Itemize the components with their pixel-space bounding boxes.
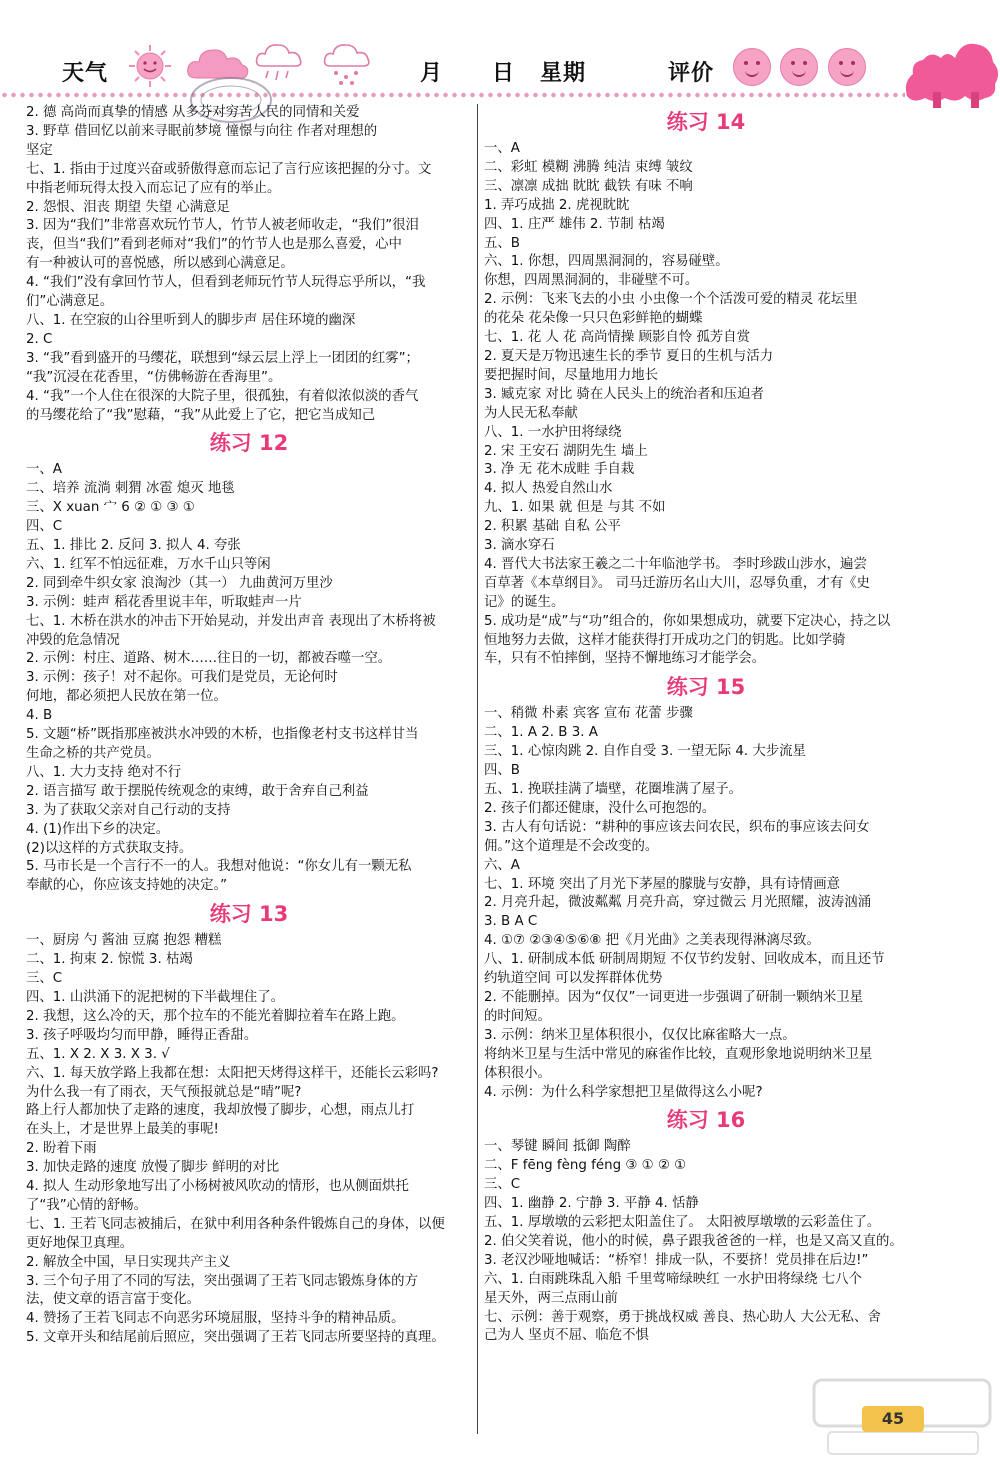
smiley-face-icon: [733, 48, 771, 86]
answer-line: 4. B: [26, 708, 53, 724]
answer-line: 一、厨房 勺 酱油 豆腐 抱怨 糟糕: [26, 933, 222, 949]
section-title: 练习 14: [666, 110, 746, 134]
answer-line: 4. 拟人 生动形象地写出了小杨树被风吹动的情形，也从侧面烘托: [26, 1179, 409, 1195]
weekday-label: 星期: [540, 61, 587, 86]
answer-line: 们”心满意足。: [26, 294, 114, 310]
section-title: 练习 15: [666, 675, 746, 700]
answer-line: 二、培养 流淌 刺猬 冰雹 熄灭 地毯: [26, 481, 235, 497]
answer-line: 八、1. 一水护田将绿绕: [484, 424, 622, 440]
section-title: 练习 13: [209, 902, 289, 927]
answer-line: 七、1. 环境 突出了月光下茅屋的朦胧与安静，具有诗情画意: [484, 876, 841, 892]
answer-line: 了“我”心情的舒畅。: [26, 1197, 147, 1213]
answer-line: 4. “我们”没有拿回竹节人，但看到老师玩竹节人玩得忘乎所以，“我: [26, 275, 426, 291]
answer-line: 3. 三个句子用了不同的写法，突出强调了王若飞同志锻炼身体的方: [26, 1273, 418, 1289]
answer-line: 八、1. 研制成本低 研制周期短 不仅节约发射、回收成本，而且还节: [484, 952, 885, 968]
answer-line: 二、1. A 2. B 3. A: [484, 725, 598, 741]
answer-line: 5. 成功是“成”与“功”组合的，你如果想成功，就要下定决心，持之以: [484, 613, 891, 629]
weather-label: 天气: [62, 61, 109, 86]
answer-line: 车，只有不怕摔倒，坚持不懈地练习才能学会。: [484, 651, 766, 667]
answer-line: 3. 滴水穿石: [484, 538, 555, 554]
answer-line: 在头上，才是世界上最美的事呢!: [26, 1122, 219, 1138]
answer-line: 四、1. 山洪涌下的泥把树的下半截埋住了。: [26, 989, 285, 1005]
answer-line: 三、X xuan 宀 6 ② ① ③ ①: [26, 500, 195, 516]
answer-line: 四、1. 庄严 雄伟 2. 节制 枯竭: [484, 216, 665, 232]
answer-line: 3. B A C: [484, 914, 538, 930]
section-title: 练习 16: [666, 1108, 746, 1133]
answer-line: 4. 拟人 热爱自然山水: [484, 481, 613, 497]
answer-line: 2. 盼着下雨: [26, 1141, 97, 1157]
answer-line: 2. 示例：飞来飞去的小虫 小虫像一个个活泼可爱的精灵 花坛里: [484, 292, 858, 308]
answer-line: 三、1. 心惊肉跳 2. 自作自受 3. 一望无际 4. 大步流星: [484, 744, 806, 760]
answer-line: 4. 晋代大书法家王羲之二十年临池学书。 李时珍跋山涉水，遍尝: [484, 556, 867, 572]
answer-line: 2. 月亮升起，微波粼粼 月亮升高，穿过微云 月光照耀，波涛汹涌: [484, 895, 872, 911]
answer-line: 佣。”这个道理是不会改变的。: [484, 838, 659, 854]
answer-line: 五、B: [484, 235, 520, 251]
answer-line: 2. 德 高尚而真挚的情感 从多芬对穷苦人民的同情和关爱: [26, 105, 360, 120]
answer-line: 六、A: [484, 857, 520, 873]
smiley-face-icon: [780, 48, 818, 86]
answer-line: 五、1. 厚墩墩的云彩把太阳盖住了。 太阳被厚墩墩的云彩盖住了。: [484, 1215, 881, 1231]
answer-line: 3. 加快走路的速度 放慢了脚步 鲜明的对比: [26, 1160, 280, 1176]
answer-line: 体积很小。: [484, 1065, 551, 1081]
answer-line: 何地，都必须把人民放在第一位。: [26, 689, 227, 705]
answer-line: 2. 积累 基础 自私 公平: [484, 519, 621, 535]
answer-line: 冲毁的危急情况: [26, 632, 120, 648]
answer-line: 奉献的心，你应该支持她的决定。”: [26, 878, 228, 894]
answer-line: 六、1. 你想，四周黑洞洞的，容易碰壁。: [484, 254, 729, 270]
answer-line: 5. 文章开头和结尾前后照应，突出强调了王若飞同志所要坚持的真理。: [26, 1330, 445, 1346]
answer-line: 4. “我”一个人住在很深的大院子里，很孤独，有着似浓似淡的香气: [26, 388, 419, 404]
answer-line: 3. 野草 借回忆以前来寻眠前梦境 憧憬与向往 作者对理想的: [26, 123, 378, 139]
answer-line: 二、F fēng fèng féng ③ ① ② ①: [484, 1158, 687, 1174]
answer-line: 5. 文题“桥”既指那座被洪水冲毁的木桥，也指像老村支书这样甘当: [26, 727, 419, 743]
answer-line: 七、示例：善于观察，勇于挑战权威 善良、热心助人 大公无私、舍: [484, 1309, 881, 1325]
answer-line: 四、C: [26, 519, 63, 535]
answer-line: 丧，但当“我们”看到老师对“我们”的竹节人也是那么喜爱，心中: [26, 237, 402, 253]
answer-line: 己为人 坚贞不屈、临危不惧: [484, 1328, 649, 1344]
answer-line: 七、1. 指由于过度兴奋或骄傲得意而忘记了言行应该把握的分寸。文: [26, 161, 432, 177]
answer-line: 3. 示例：纳米卫星体积很小，仅仅比麻雀略大一点。: [484, 1027, 796, 1043]
sun-face-icon: [128, 44, 172, 88]
answer-line: 六、1. 白雨跳珠乱入船 千里莺啼绿映红 一水护田将绿绕 七八个: [484, 1271, 862, 1287]
answer-line: 2. 伯父笑着说，他小的时候，鼻子跟我爸爸的一样，也是又高又直的。: [484, 1233, 903, 1249]
answer-line: 要把握时间，尽量地用力地长: [484, 367, 659, 383]
answer-line: 更好地保卫真理。: [26, 1235, 134, 1251]
answer-line: 六、1. 每天放学路上我都在想：太阳把天烤得这样干，还能长云彩吗?: [26, 1065, 439, 1081]
answer-line: 的花朵 花朵像一只只色彩鲜艳的蝴蝶: [484, 311, 703, 327]
answer-line: 4. 赞扬了王若飞同志不向恶劣环境屈服，坚持斗争的精神品质。: [26, 1311, 405, 1327]
answer-line: 三、凛凛 成拙 眈眈 截铁 有味 不响: [484, 178, 693, 194]
column-divider: [477, 104, 478, 1434]
answer-line: 四、B: [484, 763, 520, 779]
answer-line: 3. 净 无 花木成畦 手自栽: [484, 462, 635, 478]
answer-line: 4. (1)作出下乡的决定。: [26, 821, 170, 837]
answer-line: 4. 示例：为什么科学家想把卫星做得这么小呢?: [484, 1084, 763, 1100]
rating-label: 评价: [668, 61, 715, 86]
answer-line: 约轨道空间 可以发挥群体优势: [484, 971, 663, 987]
answer-line: 星天外，两三点雨山前: [484, 1290, 618, 1306]
answer-line: 2. 宋 王安石 湖阴先生 墙上: [484, 443, 648, 459]
answer-line: 百草著《本草纲目》。 司马迁游历名山大川，忍辱负重，才有《史: [484, 575, 870, 591]
page-number: 45: [862, 1406, 924, 1432]
answer-line: 3. 臧克家 对比 骑在人民头上的统治者和压迫者: [484, 386, 764, 402]
answer-line: 七、1. 王若飞同志被捕后，在狱中利用各种条件锻炼自己的身体，以便: [26, 1216, 445, 1232]
answer-line: 2. 解放全中国，早日实现共产主义: [26, 1254, 231, 1270]
answer-line: 你想，四周黑洞洞的，非碰壁不可。: [484, 273, 699, 289]
answer-line: 3. 老汉沙哑地喊话：“桥窄！排成一队，不要挤！党员排在后边!”: [484, 1252, 869, 1268]
answer-line: 3. 孩子呼吸均匀而甲静，睡得正香甜。: [26, 1027, 258, 1043]
day-label: 日: [492, 61, 516, 86]
answer-line: 3. “我”看到盛开的马缨花，联想到“绿云层上浮上一团团的红雾”；: [26, 350, 419, 366]
answer-line: 的时间短。: [484, 1008, 551, 1024]
answer-line: 记》的诞生。: [484, 594, 565, 610]
answer-line: 七、1. 花 人 花 高尚情操 顾影自怜 孤芳自赏: [484, 330, 750, 346]
answer-line: 七、1. 木桥在洪水的冲击下开始晃动，并发出声音 表现出了木桥将被: [26, 613, 436, 629]
answer-line: 八、1. 在空寂的山谷里听到人的脚步声 居住环境的幽深: [26, 312, 356, 328]
answer-line: 5. 马市长是一个言行不一的人。我想对他说：“你女儿有一颗无私: [26, 859, 412, 875]
answer-line: 五、1. 排比 2. 反问 3. 拟人 4. 夸张: [26, 538, 241, 554]
answer-column-right: [484, 104, 928, 1346]
answer-line: 2. 孩子们都还健康，没什么可抱怨的。: [484, 800, 716, 816]
answer-line: 4. ①⑦ ②③④⑤⑥⑧ 把《月光曲》之美表现得淋漓尽致。: [484, 933, 820, 949]
answer-line: 2. 不能删掉。因为“仅仅”一词更进一步强调了研制一颗纳米卫星: [484, 989, 864, 1005]
answer-line: 五、1. 挽联挂满了墙壁，花圈堆满了屋子。: [484, 782, 743, 797]
answer-line: 六、1. 红军不怕远征难，万水千山只等闲: [26, 556, 271, 572]
answer-line: (2)以这样的方式获取支持。: [26, 840, 193, 856]
answer-line: 3. 示例：蛙声 稻花香里说丰年，听取蛙声一片: [26, 594, 302, 610]
answer-line: 恒地努力去做，这样才能获得打开成功之门的钥匙。比如学骑: [484, 632, 846, 648]
snow-cloud-icon: [322, 40, 372, 90]
answer-line: 2. 语言描写 敢于摆脱传统观念的束缚，敢于舍弃自己利益: [26, 783, 369, 799]
page-header: [0, 0, 1000, 100]
answer-line: 为人民无私奉献: [484, 405, 578, 421]
month-label: 月: [420, 61, 444, 86]
answer-line: 法，使文章的语言富于变化。: [26, 1292, 201, 1308]
answer-line: 二、1. 拘束 2. 惊慌 3. 枯竭: [26, 952, 193, 968]
answer-line: 的马缨花给了“我”慰藉，“我”从此爱上了它，把它当成知己: [26, 407, 376, 423]
answer-line: 有一种被认可的喜悦感，所以感到心满意足。: [26, 256, 294, 272]
answer-line: 八、1. 大力支持 绝对不行: [26, 764, 182, 780]
smiley-face-icon: [828, 48, 866, 86]
dotted-divider: [0, 92, 905, 98]
answer-line: 路上行人都加快了走路的速度，我却放慢了脚步，心想，雨点儿打: [26, 1103, 415, 1119]
answer-column-left: [26, 104, 472, 1348]
answer-line: “我”沉浸在花香里，“仿佛畅游在香海里”。: [26, 369, 282, 385]
answer-line: 3. 为了获取父亲对自己行动的支持: [26, 802, 231, 818]
answer-line: 为什么我一有了雨衣，天气预报就总是“晴”呢?: [26, 1084, 302, 1100]
answer-line: 1. 弄巧成拙 2. 虎视眈眈: [484, 197, 630, 213]
answer-line: 3. 古人有句话说：“耕种的事应该去问农民，织布的事应该去问女: [484, 819, 870, 835]
answer-line: 一、稍微 朴素 宾客 宣布 花蕾 步骤: [484, 706, 693, 722]
answer-line: 一、A: [484, 141, 520, 156]
answer-line: 中指老师玩得太投入而忘记了应有的举止。: [26, 180, 281, 196]
tree-icon: [905, 38, 1000, 108]
answer-line: 生命之桥的共产党员。: [26, 746, 160, 761]
answer-line: 三、C: [26, 971, 63, 987]
answer-line: 二、彩虹 模糊 沸腾 纯洁 束缚 皱纹: [484, 159, 693, 175]
answer-line: 2. 夏天是万物迅速生长的季节 夏日的生机与活力: [484, 348, 774, 364]
answer-line: 2. 示例：村庄、道路、树木……往日的一切，都被吞噬一空。: [26, 651, 392, 667]
answer-line: 四、1. 幽静 2. 宁静 3. 平静 4. 恬静: [484, 1196, 699, 1212]
answer-line: 一、A: [26, 462, 62, 478]
answer-line: 3. 因为“我们”非常喜欢玩竹节人，竹节人被老师收走，“我们”很泪: [26, 218, 419, 234]
answer-line: 2. C: [26, 331, 53, 347]
answer-line: 2. 同到牵牛织女家 浪淘沙（其一） 九曲黄河万里沙: [26, 575, 333, 591]
answer-line: 将纳米卫星与生活中常见的麻雀作比较，直观形象地说明纳米卫星: [484, 1046, 873, 1062]
answer-line: 坚定: [26, 142, 53, 158]
answer-line: 3. 示例：孩子！对不起你。可我们是党员，无论何时: [26, 670, 338, 686]
answer-line: 九、1. 如果 就 但是 与其 不如: [484, 500, 666, 516]
section-title: 练习 12: [209, 431, 289, 456]
answer-line: 2. 我想，这么冷的天，那个拉车的不能光着脚拉着车在路上跑。: [26, 1008, 405, 1024]
answer-line: 三、C: [484, 1177, 521, 1193]
answer-line: 五、1. X 2. X 3. X 3. √: [26, 1046, 170, 1062]
answer-line: 一、琴键 瞬间 抵御 陶醉: [484, 1139, 631, 1155]
answer-line: 2. 怨恨、泪丧 期望 失望 心满意足: [26, 199, 230, 215]
